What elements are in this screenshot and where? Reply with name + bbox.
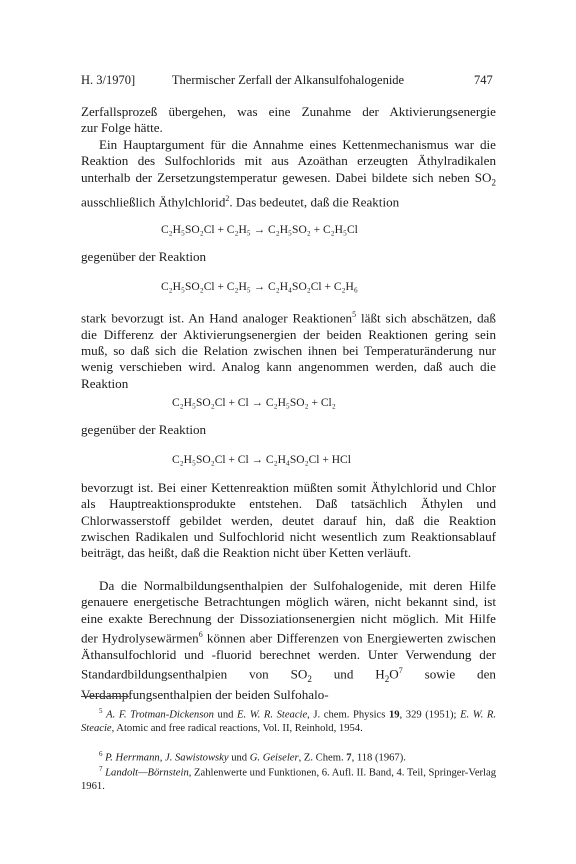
footnote-7: $^7$ Landolt—Börnstein, Zahlenwerte und Funktionen, 6. Aufl. II. Band, 4. Teil, Springer-Verlag 1961.: [81, 765, 496, 793]
paragraph-3: stark bevorzugt ist. An Hand analoger Reaktionen$^5$ läßt sich abschätzen, daß die Differenz der Aktivierungsenergien der beiden Reaktionen gering sein muß, so daß sich die Relation zwischen ihnen bei Temperaturänderung nur wenig verschieben wird. Analog kann angenommen werden, daß auch die Reaktion: [81, 310, 496, 391]
page-number: 747: [474, 73, 493, 87]
paragraph-5: Da die Normalbildungsenthalpien der Sulfohalogenide, mit deren Hilfe genauere energetische Betrachtungen möglich wären, nicht bekannt sind, ist eine exakte Berechnung der Dissoziationsenergien nicht möglich. Mit Hilfe der Hydrolysewärmen$^6$ können aber Differenzen von Energiewerten zwischen Äthansulfochlorid und -fluorid berechnet werden. Unter Verwendung der Standardbildungsenthalpien von $SO_2$ und $H_2O^7$ sowie den Verdampfungsenthalpien der beiden Sulfohalo-: [81, 578, 496, 703]
equation-3: C₂H₅SO₂Cl + Cl → C₂H₅SO₂ + Cl₂: [172, 397, 336, 409]
running-head-title: Thermischer Zerfall der Alkansulfohalogenide: [171, 73, 405, 87]
paragraph-4: bevorzugt ist. Bei einer Kettenreaktion müßten somit Äthylchlorid und Chlor als Hauptreaktionsprodukte entstehen. Daß tatsächlich Äthylen und Chlorwasserstoff gebildet werden, deutet darauf hin, daß die Reaktion zwischen Radikalen und Sulfochlorid nicht wesentlich zum Reaktionsablauf beiträgt, das heißt, daß die Reaktion nicht über Ketten verläuft.: [81, 480, 496, 561]
footnote-rule: [81, 696, 129, 697]
connector-1: gegenüber der Reaktion: [81, 249, 207, 264]
connector-2: gegenüber der Reaktion: [81, 422, 207, 437]
paragraph-1-line-2: zur Folge hätte.: [81, 120, 163, 136]
footnote-5: $^5$ A. F. Trotman-Dickenson und E. W. R. Steacie, J. chem. Physics 19, 329 (1951); E. W. R. Steacie, Atomic and free radical reactions, Vol. II, Reinhold, 1954.: [81, 707, 497, 735]
footnote-6: $^6$ P. Herrmann, J. Sawistowsky und G. Geiseler, Z. Chem. 7, 118 (1967).: [99, 750, 406, 764]
equation-2: C₂H₅SO₂Cl + C₂H₅ → C₂H₄SO₂Cl + C₂H₆: [161, 281, 358, 293]
running-head-left: H. 3/1970]: [81, 73, 136, 87]
paragraph-2: Ein Hauptargument für die Annahme eines Kettenmechanismus war die Reaktion des Sulfochlorids mit aus Azoäthan erzeugten Äthylradikalen unterhalb der Zersetzungstemperatur gewesen. Dabei bildete sich neben $SO_2$ ausschließlich Äthylchlorid$^2$. Das bedeutet, daß die Reaktion: [81, 137, 496, 209]
paragraph-1-line-1: Zerfallsprozeß übergehen, was eine Zunahme der Aktivierungsenergie: [81, 104, 496, 119]
paragraph-1: [81, 104, 496, 137]
equation-1: C₂H₅SO₂Cl + C₂H₅ → C₂H₅SO₂ + C₂H₅Cl: [161, 224, 358, 236]
equation-4: C₂H₅SO₂Cl + Cl → C₂H₄SO₂Cl + HCl: [172, 454, 351, 466]
